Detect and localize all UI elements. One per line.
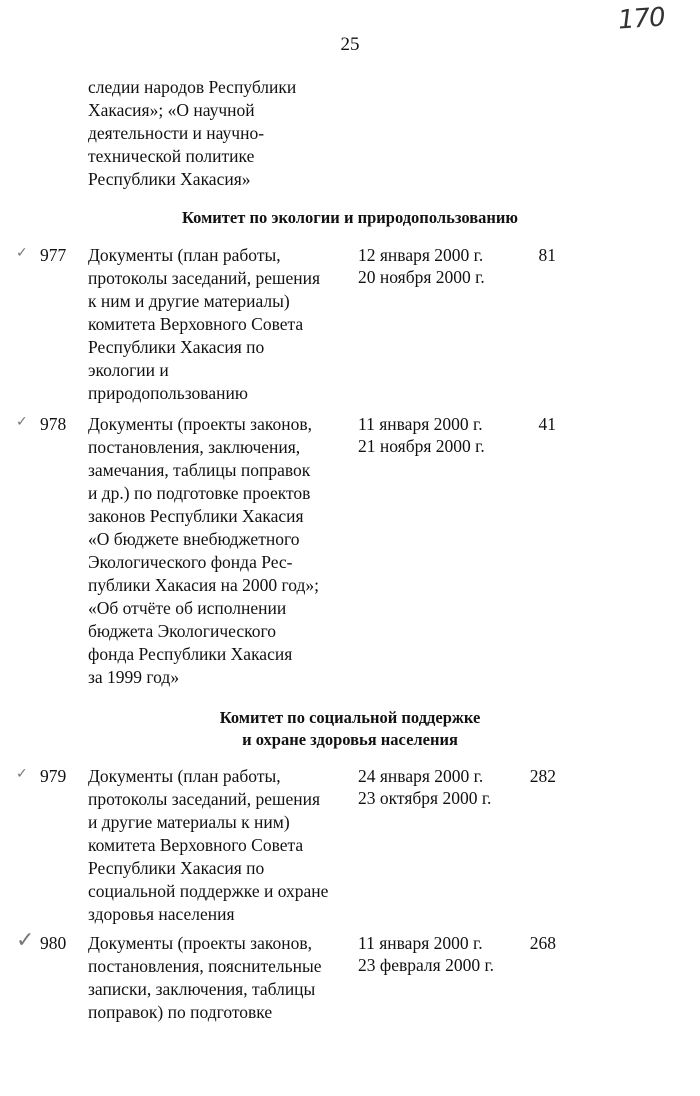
page-count: 282 xyxy=(529,766,556,786)
text-line: следии народов Республики xyxy=(88,77,297,97)
text-line: комитета Верховного Совета xyxy=(88,314,304,334)
text-line: деятельности и научно- xyxy=(88,123,265,143)
text-line: замечания, таблицы поправок xyxy=(88,460,311,480)
entry-number: 980 xyxy=(40,933,67,953)
check-mark-icon: ✓ xyxy=(16,245,28,261)
date-end: 20 ноября 2000 г. xyxy=(358,267,485,287)
page-count: 41 xyxy=(538,414,556,434)
entry-dates xyxy=(358,932,508,976)
check-mark-icon: ✓ xyxy=(16,414,28,430)
entry-dates xyxy=(358,244,508,288)
text-line: и другие материалы к ним) xyxy=(88,812,290,832)
entry-dates xyxy=(358,413,508,457)
text-line: протоколы заседаний, решения xyxy=(88,268,321,288)
entry-number: 978 xyxy=(40,414,67,434)
section-title-ecology xyxy=(0,207,700,229)
date-start: 11 января 2000 г. xyxy=(358,933,483,953)
entry-number: 979 xyxy=(40,766,67,786)
text-line: здоровья населения xyxy=(88,904,235,924)
section-title-line: и охране здоровья населения xyxy=(242,730,458,749)
text-line: Экологического фонда Рес- xyxy=(88,552,293,572)
text-line: комитета Верховного Совета xyxy=(88,835,304,855)
section-title-line: Комитет по социальной поддержке xyxy=(219,708,481,727)
text-line: природопользованию xyxy=(88,383,248,403)
text-line: и др.) по подготовке проектов xyxy=(88,483,311,503)
entry-description xyxy=(88,765,350,926)
text-line: фонда Республики Хакасия xyxy=(88,644,293,664)
text-line: за 1999 год» xyxy=(88,667,180,687)
text-line: Документы (план работы, xyxy=(88,245,281,265)
handwritten-sheet-number: 170 xyxy=(617,2,666,36)
date-end: 23 октября 2000 г. xyxy=(358,788,492,808)
continuation-text xyxy=(88,76,348,191)
text-line: бюджета Экологического xyxy=(88,621,276,641)
entry-description xyxy=(88,244,350,405)
check-mark-icon: ✓ xyxy=(16,766,28,782)
check-mark-icon: ✓ xyxy=(16,928,35,953)
text-line: Документы (проекты законов, xyxy=(88,414,312,434)
text-line: Документы (проекты законов, xyxy=(88,933,312,953)
text-line: протоколы заседаний, решения xyxy=(88,789,321,809)
date-start: 11 января 2000 г. xyxy=(358,414,483,434)
text-line: «О бюджете внебюджетного xyxy=(88,529,300,549)
text-line: экологии и xyxy=(88,360,169,380)
entry-description xyxy=(88,413,350,689)
page-count: 81 xyxy=(538,245,556,265)
text-line: поправок) по подготовке xyxy=(88,1002,273,1022)
page-count: 268 xyxy=(529,933,556,953)
text-line: Республики Хакасия по xyxy=(88,337,265,357)
section-title-social-support xyxy=(0,707,700,751)
section-title-line: Комитет по экологии и природопользованию xyxy=(181,208,518,227)
text-line: законов Республики Хакасия xyxy=(88,506,304,526)
date-start: 24 января 2000 г. xyxy=(358,766,484,786)
text-line: постановления, пояснительные xyxy=(88,956,322,976)
text-line: к ним и другие материалы) xyxy=(88,291,290,311)
text-line: записки, заключения, таблицы xyxy=(88,979,316,999)
date-start: 12 января 2000 г. xyxy=(358,245,484,265)
text-line: Документы (план работы, xyxy=(88,766,281,786)
entry-number: 977 xyxy=(40,245,67,265)
text-line: Республики Хакасия» xyxy=(88,169,251,189)
text-line: Хакасия»; «О научной xyxy=(88,100,255,120)
entry-description xyxy=(88,932,350,1024)
text-line: «Об отчёте об исполнении xyxy=(88,598,287,618)
text-line: постановления, заключения, xyxy=(88,437,301,457)
text-line: технической политике xyxy=(88,146,255,166)
text-line: Республики Хакасия по xyxy=(88,858,265,878)
page-number: 25 xyxy=(340,34,360,55)
entry-dates xyxy=(358,765,508,809)
text-line: социальной поддержке и охране xyxy=(88,881,329,901)
date-end: 23 февраля 2000 г. xyxy=(358,955,495,975)
text-line: публики Хакасия на 2000 год»; xyxy=(88,575,320,595)
date-end: 21 ноября 2000 г. xyxy=(358,436,485,456)
